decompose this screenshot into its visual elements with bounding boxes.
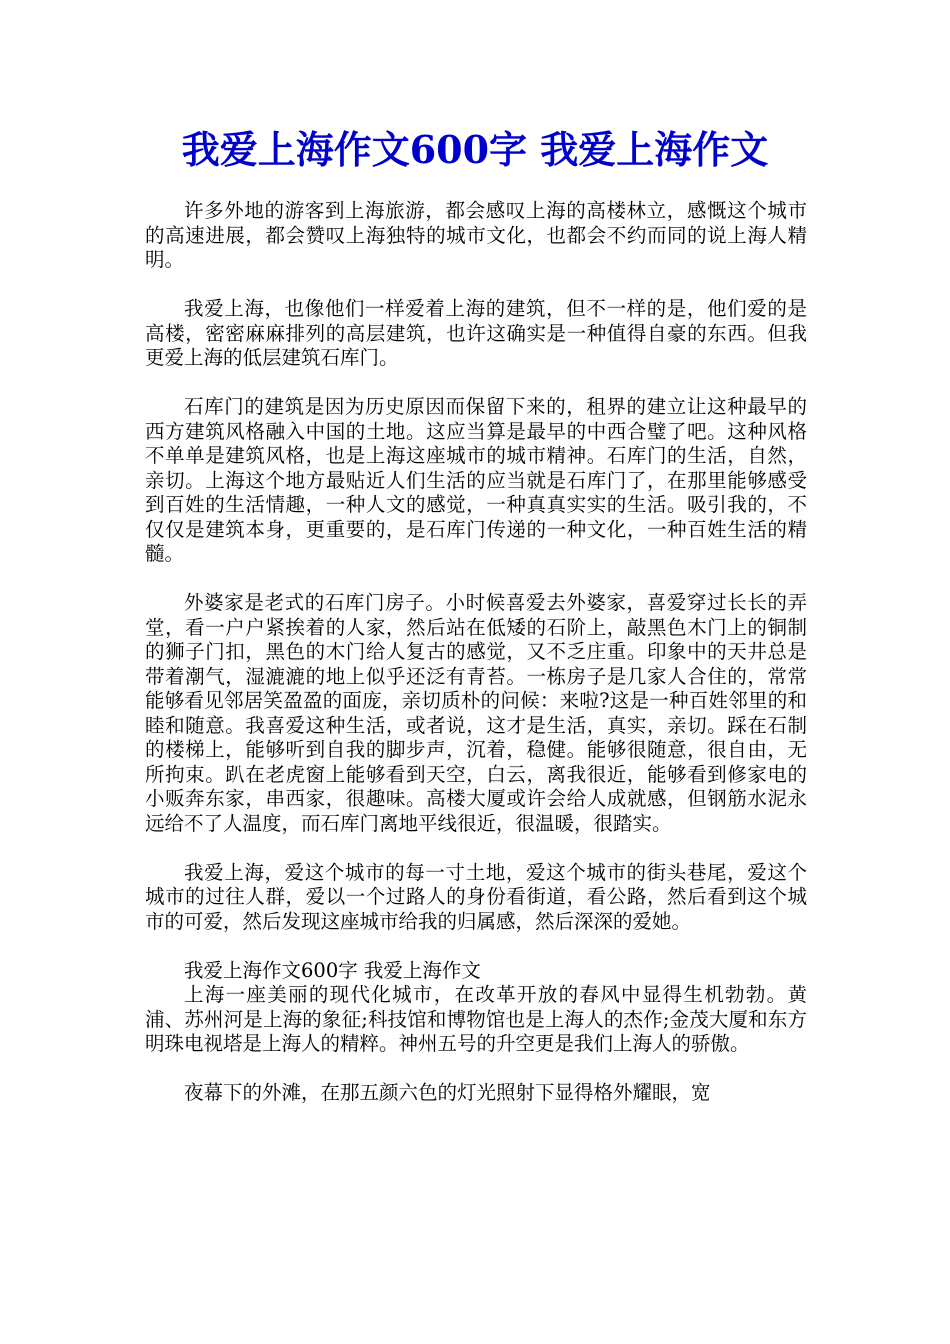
paragraph-3: 石库门的建筑是因为历史原因而保留下来的，租界的建立让这种最早的西方建筑风格融入中国的土地。这应当算是最早的中西合璧了吧。这种风格不单单是建筑风格，也是上海这座城市的城市精神。石库门的生活，自然，亲切。上海这个地方最贴近人们生活的应当就是石库门了，在那里能够感受到百姓的生活情趣，一种人文的感觉，一种真真实实的生活。吸引我的，不仅仅是建筑本身，更重要的，是石库门传递的一种文化，一种百姓生活的精髓。 (145, 395, 807, 565)
document-title: 我爱上海作文600字 我爱上海作文 (181, 127, 769, 172)
section-heading: 我爱上海作文600字 我爱上海作文 (184, 958, 481, 982)
paragraph-4: 外婆家是老式的石库门房子。小时候喜爱去外婆家，喜爱穿过长长的弄堂，看一户户紧挨着的人家，然后站在低矮的石阶上，敲黑色木门上的铜制的狮子门扣，黑色的木门给人复古的感觉，又不乏庄重。印象中的天井总是带着潮气，湿漉漉的地上似乎还泛有青苔。一栋房子是几家人合住的，常常能够看见邻居笑盈盈的面庞，亲切质朴的问候：来啦?这是一种百姓邻里的和睦和随意。我喜爱这种生活，或者说，这才是生活，真实，亲切。踩在石制的楼梯上，能够听到自我的脚步声，沉着，稳健。能够很随意，很自由，无所拘束。趴在老虎窗上能够看到天空，白云，离我很近，能够看到修家电的小贩奔东家，串西家，很趣味。高楼大厦或许会给人成就感，但钢筋水泥永远给不了人温度，而石库门离地平线很近，很温暖，很踏实。 (145, 591, 807, 835)
paragraph-1: 许多外地的游客到上海旅游，都会感叹上海的高楼林立，感慨这个城市的高速进展，都会赞叹上海独特的城市文化，也都会不约而同的说上海人精明。 (145, 199, 807, 271)
paragraph-7: 夜幕下的外滩，在那五颜六色的灯光照射下显得格外耀眼，宽 (184, 1081, 711, 1104)
paragraph-6: 上海一座美丽的现代化城市，在改革开放的春风中显得生机勃勃。黄浦、苏州河是上海的象征;科技馆和博物馆也是上海人的杰作;金茂大厦和东方明珠电视塔是上海人的精粹。神州五号的升空更是我们上海人的骄傲。 (145, 983, 807, 1055)
paragraph-2: 我爱上海，也像他们一样爱着上海的建筑，但不一样的是，他们爱的是高楼，密密麻麻排列的高层建筑，也许这确实是一种值得自豪的东西。但我更爱上海的低层建筑石库门。 (145, 297, 807, 369)
document-body (145, 199, 807, 1130)
paragraph-5: 我爱上海，爱这个城市的每一寸土地，爱这个城市的街头巷尾，爱这个城市的过往人群，爱以一个过路人的身份看街道，看公路，然后看到这个城市的可爱，然后发现这座城市给我的归属感，然后深深的爱她。 (145, 860, 807, 933)
